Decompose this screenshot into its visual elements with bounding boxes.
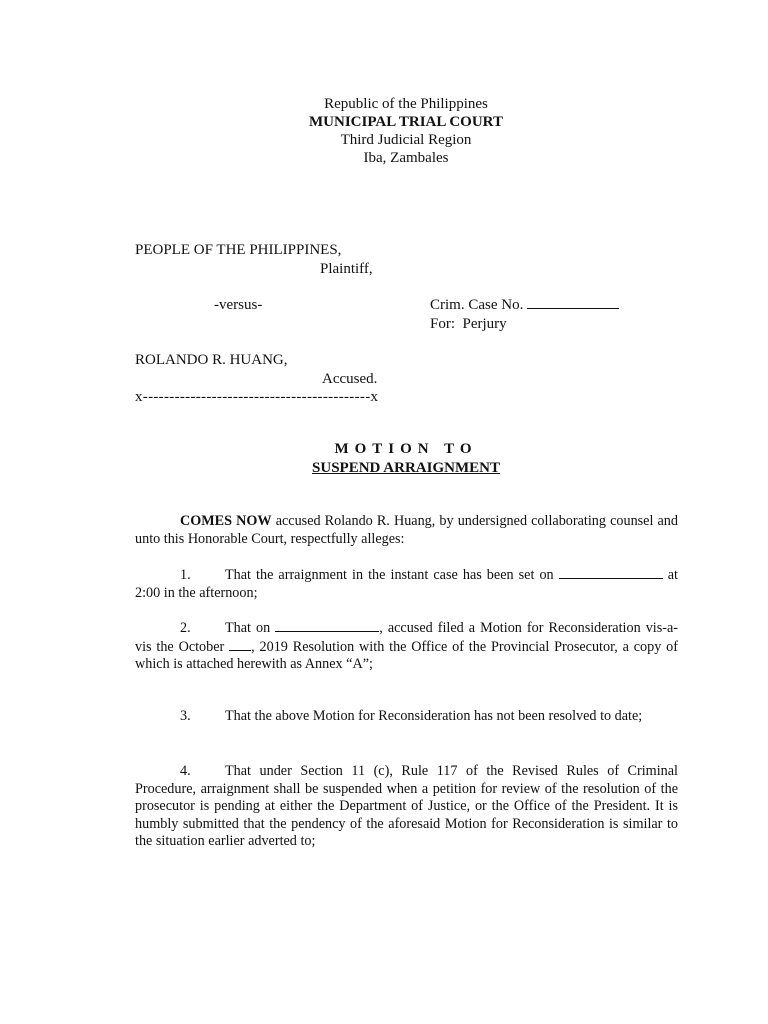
allegation-number: 1. [180, 567, 191, 583]
versus-label: -versus- [214, 297, 263, 313]
case-no-blank [527, 296, 619, 309]
allegation-4 [135, 763, 678, 851]
plaintiff-role: Plaintiff, [320, 261, 373, 277]
accused-role: Accused. [322, 371, 378, 387]
accused-name: ROLANDO R. HUANG, [135, 352, 288, 368]
header-court: MUNICIPAL TRIAL COURT [309, 114, 503, 130]
caption-separator: x-------------------------------------------x [135, 389, 379, 405]
intro-paragraph [135, 513, 678, 548]
case-no-label: Crim. Case No. [430, 297, 524, 313]
date-blank [559, 566, 663, 579]
case-no-line [430, 296, 619, 314]
header-republic: Republic of the Philippines [324, 96, 488, 112]
motion-title-line1: MOTION TO [334, 441, 478, 457]
allegation-text: , 2019 Resolution with the Office of the Provincial Prosecutor, a copy of which is attached herewith as Annex “A”; [135, 638, 678, 673]
allegation-text: , accused filed a Motion for Reconsideration vis-a-vis the October [135, 620, 679, 655]
intro-text: accused Rolando R. Huang, by undersigned collaborating counsel and unto this Honorable Court, respectfully alleges: [135, 513, 678, 547]
allegation-3 [135, 708, 678, 726]
offense-value: Perjury [462, 316, 507, 332]
allegation-text: That the above Motion for Reconsideration has not been resolved to date; [225, 708, 643, 724]
motion-title-line2: SUSPEND ARRAIGNMENT [312, 460, 500, 476]
allegation-number: 3. [180, 708, 191, 724]
plaintiff-name: PEOPLE OF THE PHILIPPINES, [135, 242, 342, 258]
date-blank [275, 619, 379, 632]
allegation-2 [135, 619, 678, 674]
offense-line [430, 315, 507, 333]
allegation-text: at 2:00 in the afternoon; [135, 567, 678, 601]
allegation-number: 4. [180, 763, 191, 779]
header-location: Iba, Zambales [363, 150, 449, 166]
day-blank [229, 638, 251, 651]
allegation-text: That under Section 11 (c), Rule 117 of the Revised Rules of Criminal Procedure, arraignment shall be suspended when a petition for review of the resolution of the prosecutor is pending at either the Department of Justice, or the Office of the President. It is humbly submitted that the pendency of the aforesaid Motion for Reconsideration is similar to the situation earlier adverted to; [135, 763, 678, 850]
allegation-text: That on [225, 620, 276, 636]
allegation-1 [135, 566, 678, 602]
allegation-number: 2. [180, 620, 191, 636]
for-label: For: [430, 316, 456, 332]
header-region: Third Judicial Region [340, 132, 472, 148]
allegation-text: That the arraignment in the instant case has been set on [225, 567, 559, 583]
intro-lead: COMES NOW [180, 513, 272, 529]
